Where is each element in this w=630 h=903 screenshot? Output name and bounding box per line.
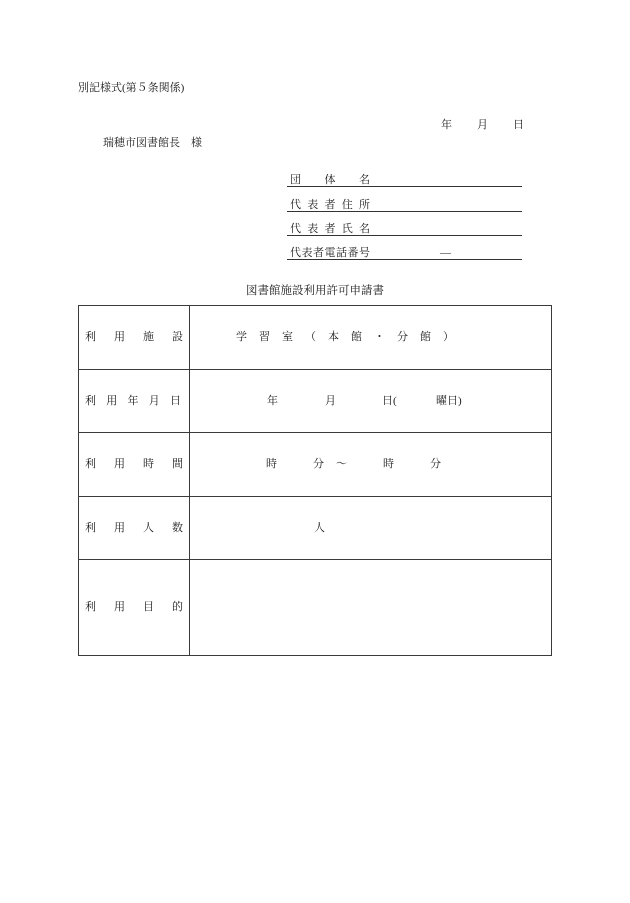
purpose-field[interactable] — [190, 560, 550, 654]
use-date-label — [85, 394, 181, 408]
label-glyph: 表 — [301, 247, 313, 259]
label-glyph: 代 — [290, 247, 301, 259]
row-divider — [79, 432, 551, 433]
label-glyph: 的 — [172, 601, 183, 613]
label-glyph: 月 — [148, 395, 160, 407]
label-glyph: 者 — [313, 247, 324, 259]
start-hour[interactable]: 時 — [266, 458, 277, 470]
label-glyph: 電 — [324, 247, 336, 259]
label-glyph: 号 — [359, 247, 370, 259]
label-glyph: 本 — [328, 331, 339, 343]
label-glyph: 分 — [397, 331, 408, 343]
end-minute[interactable]: 分 — [430, 458, 441, 470]
date-year-label: 年 — [441, 119, 452, 131]
label-glyph: 数 — [172, 522, 183, 534]
label-glyph: 代 — [290, 199, 301, 211]
row-divider — [79, 496, 551, 497]
address-label — [290, 198, 370, 212]
label-glyph: ） — [443, 331, 454, 343]
label-glyph: 者 — [324, 223, 336, 235]
use-date-month[interactable]: 月 — [325, 395, 336, 407]
label-glyph: 用 — [114, 522, 125, 534]
label-glyph: 番 — [347, 247, 359, 259]
label-glyph: ・ — [374, 331, 385, 343]
label-glyph: 用 — [114, 458, 125, 470]
purpose-label — [85, 600, 183, 614]
row-divider — [79, 369, 551, 370]
label-glyph: 用 — [106, 395, 118, 407]
label-glyph: （ — [305, 331, 316, 343]
use-time-label — [85, 457, 183, 471]
address-field[interactable] — [287, 211, 522, 212]
label-glyph: 表 — [307, 199, 319, 211]
label-glyph: 施 — [143, 331, 154, 343]
representative-name-label — [290, 222, 370, 236]
label-glyph: 室 — [282, 331, 293, 343]
label-glyph: 話 — [336, 247, 347, 259]
addressee: 瑞穂市図書館長 様 — [103, 137, 202, 149]
time-range-mark: ～ — [336, 458, 347, 470]
label-glyph: 年 — [127, 395, 139, 407]
label-glyph: 館 — [351, 331, 362, 343]
label-glyph: 設 — [172, 331, 183, 343]
label-glyph: 住 — [341, 199, 353, 211]
use-date-weekday[interactable]: 曜日) — [436, 395, 462, 407]
phone-field[interactable] — [287, 259, 522, 260]
start-minute[interactable]: 分 — [313, 458, 324, 470]
label-glyph: 日 — [170, 395, 181, 407]
label-glyph: 者 — [324, 199, 336, 211]
group-name-label — [290, 173, 370, 187]
group-name-field[interactable] — [287, 186, 522, 187]
label-glyph: 目 — [143, 601, 154, 613]
document-title: 図書館施設利用許可申請書 — [246, 285, 384, 297]
label-glyph: 学 — [236, 331, 247, 343]
label-glyph: 館 — [420, 331, 431, 343]
representative-name-field[interactable] — [287, 235, 522, 236]
label-glyph: 間 — [172, 458, 183, 470]
label-glyph: 利 — [85, 601, 96, 613]
label-glyph: 代 — [290, 223, 301, 235]
use-date-day[interactable]: 日( — [382, 395, 397, 407]
label-glyph: 所 — [359, 199, 370, 211]
date-day-label: 日 — [513, 119, 524, 131]
label-glyph: 用 — [114, 331, 125, 343]
form-reference: 別記様式(第５条関係) — [78, 82, 185, 94]
label-glyph: 利 — [85, 395, 96, 407]
label-glyph: 名 — [359, 174, 370, 186]
facility-value[interactable] — [236, 330, 454, 344]
people-unit[interactable]: 人 — [314, 522, 325, 534]
label-glyph: 利 — [85, 458, 96, 470]
label-glyph: 表 — [307, 223, 319, 235]
label-glyph: 利 — [85, 522, 96, 534]
use-date-year[interactable]: 年 — [267, 395, 278, 407]
facility-label — [85, 330, 183, 344]
phone-separator: ― — [440, 247, 451, 259]
people-label — [85, 521, 183, 535]
date-month-label: 月 — [477, 119, 488, 131]
label-glyph: 習 — [259, 331, 270, 343]
label-glyph: 団 — [290, 174, 301, 186]
label-glyph: 利 — [85, 331, 96, 343]
end-hour[interactable]: 時 — [383, 458, 394, 470]
label-glyph: 氏 — [341, 223, 353, 235]
label-glyph: 体 — [324, 174, 336, 186]
label-glyph: 名 — [359, 223, 370, 235]
phone-label — [290, 246, 370, 260]
label-glyph: 時 — [143, 458, 154, 470]
label-glyph: 人 — [143, 522, 154, 534]
label-glyph: 用 — [114, 601, 125, 613]
